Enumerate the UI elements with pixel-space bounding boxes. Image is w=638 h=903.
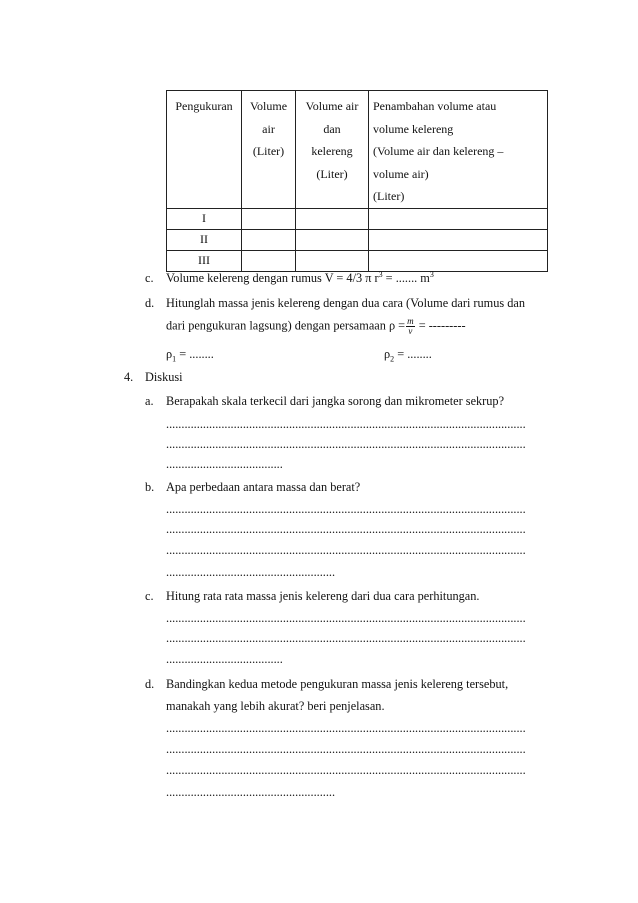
table-cell bbox=[296, 229, 369, 250]
table-cell bbox=[296, 250, 369, 271]
item-d-line2: dari pengukuran lagsung) dengan persamaan ρ = $\frac{m}{v}$ = --------- bbox=[166, 316, 466, 336]
item-d-marker: d. bbox=[145, 296, 155, 310]
answer-line: ...................................... bbox=[166, 457, 283, 471]
answer-line: ..................................................................................................................... bbox=[166, 522, 526, 536]
density-fraction: $\frac{m}{v}$ bbox=[407, 316, 414, 336]
question-d-marker: d. bbox=[145, 677, 155, 691]
item-d-line1: Hitunglah massa jenis kelereng dengan dua cara (Volume dari rumus dan bbox=[166, 296, 526, 310]
question-b-marker: b. bbox=[145, 480, 155, 494]
answer-line: ..................................................................................................................... bbox=[166, 437, 526, 451]
table-cell bbox=[369, 229, 548, 250]
header-pengukuran: Pengukuran bbox=[167, 91, 242, 209]
question-d-text: Bandingkan kedua metode pengukuran massa jenis kelereng tersebut, bbox=[166, 677, 509, 691]
table-cell bbox=[296, 208, 369, 229]
table-cell bbox=[242, 250, 296, 271]
table-cell: III bbox=[167, 250, 242, 271]
answer-line: ..................................................................................................................... bbox=[166, 417, 526, 431]
answer-line: ..................................................................................................................... bbox=[166, 543, 526, 557]
table-header-row bbox=[167, 91, 548, 209]
question-d-text-2: manakah yang lebih akurat? beri penjelasan. bbox=[166, 699, 385, 713]
rho2-value: $\rho_2$ = ........ bbox=[384, 347, 432, 364]
table-cell bbox=[242, 229, 296, 250]
item-c-marker: c. bbox=[145, 271, 154, 285]
rho1-value: $\rho_1$ = ........ bbox=[166, 347, 214, 364]
answer-line: ..................................................................................................................... bbox=[166, 611, 526, 625]
question-a-marker: a. bbox=[145, 394, 154, 408]
section-4-marker: 4. bbox=[124, 370, 134, 384]
answer-line: ..................................................................................................................... bbox=[166, 742, 526, 756]
table-cell bbox=[369, 208, 548, 229]
answer-line: ...................................... bbox=[166, 652, 283, 666]
table-row bbox=[167, 208, 548, 229]
question-c-text: Hitung rata rata massa jenis kelereng dari dua cara perhitungan. bbox=[166, 589, 480, 603]
header-penambahan-volume: Penambahan volume atau volume kelereng (Volume air dan kelereng – volume air) (Liter) bbox=[369, 91, 548, 209]
question-a-text: Berapakah skala terkecil dari jangka sorong dan mikrometer sekrup? bbox=[166, 394, 505, 408]
answer-line: ..................................................................................................................... bbox=[166, 763, 526, 777]
item-c-text: Volume kelereng dengan rumus V = 4/3 π $r^3$ = ....... $m^3$ bbox=[166, 269, 434, 285]
table-cell bbox=[242, 208, 296, 229]
table-row bbox=[167, 229, 548, 250]
header-volume-air-kelereng: Volume air dan kelereng (Liter) bbox=[296, 91, 369, 209]
answer-line: ..................................................................................................................... bbox=[166, 631, 526, 645]
answer-line: ..................................................................................................................... bbox=[166, 502, 526, 516]
question-c-marker: c. bbox=[145, 589, 154, 603]
answer-line: ....................................................... bbox=[166, 565, 336, 579]
table-row bbox=[167, 250, 548, 271]
header-volume-air: Volume air (Liter) bbox=[242, 91, 296, 209]
answer-line: ....................................................... bbox=[166, 785, 336, 799]
table-cell: I bbox=[167, 208, 242, 229]
table-cell: II bbox=[167, 229, 242, 250]
section-4-title: Diskusi bbox=[145, 370, 183, 384]
table-cell bbox=[369, 250, 548, 271]
answer-line: ..................................................................................................................... bbox=[166, 721, 526, 735]
question-b-text: Apa perbedaan antara massa dan berat? bbox=[166, 480, 361, 494]
measurement-table bbox=[166, 90, 548, 272]
